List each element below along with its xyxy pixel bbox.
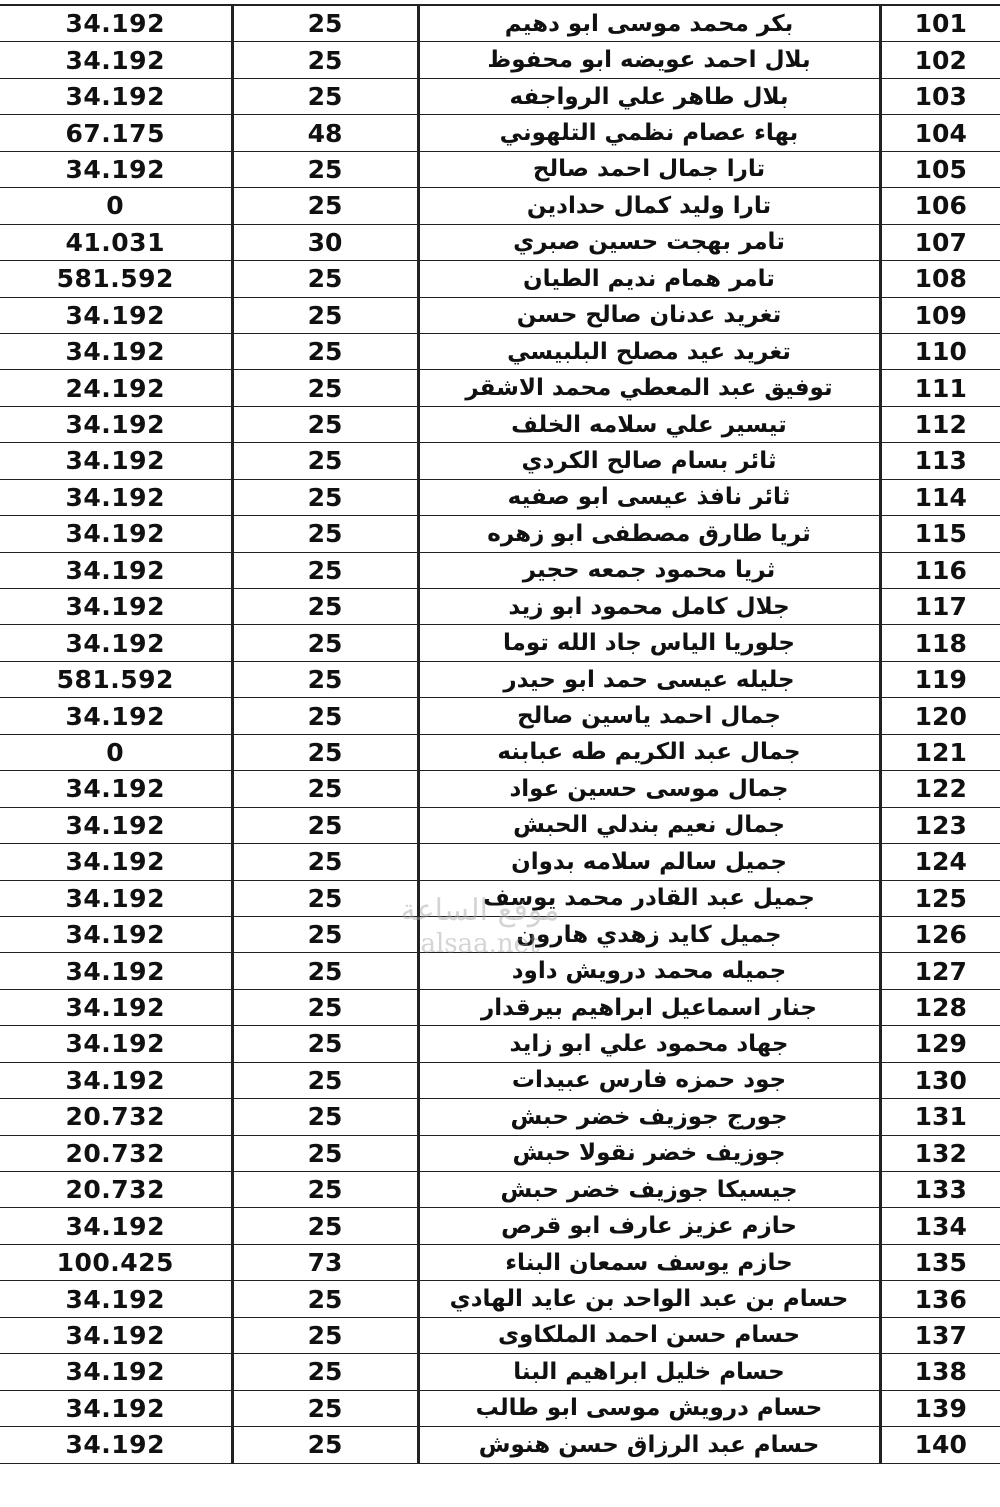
cell-amount: 34.192 [0, 1427, 232, 1463]
cell-name: جميله محمد درويش داود [418, 953, 880, 989]
cell-number: 118 [880, 625, 1000, 661]
cell-amount: 34.192 [0, 807, 232, 843]
cell-name: جميل كايد زهدي هارون [418, 916, 880, 952]
cell-months: 25 [232, 844, 418, 880]
cell-name: بلال احمد عويضه ابو محفوظ [418, 42, 880, 78]
table-row [0, 370, 1000, 406]
cell-number: 122 [880, 771, 1000, 807]
table-row [0, 333, 1000, 369]
table-row [0, 151, 1000, 187]
cell-amount: 20.732 [0, 1099, 232, 1135]
table-row [0, 1208, 1000, 1244]
cell-amount: 34.192 [0, 516, 232, 552]
table-row [0, 1135, 1000, 1171]
cell-name: بلال طاهر علي الرواجفه [418, 78, 880, 114]
cell-name: ثريا محمود جمعه حجير [418, 552, 880, 588]
cell-amount: 0 [0, 188, 232, 224]
cell-name: جمال نعيم بندلي الحبش [418, 807, 880, 843]
cell-months: 25 [232, 771, 418, 807]
cell-number: 109 [880, 297, 1000, 333]
cell-months: 25 [232, 370, 418, 406]
cell-amount: 34.192 [0, 953, 232, 989]
cell-number: 113 [880, 443, 1000, 479]
cell-months: 25 [232, 479, 418, 515]
cell-name: تيسير علي سلامه الخلف [418, 406, 880, 442]
cell-amount: 34.192 [0, 1281, 232, 1317]
cell-amount: 20.732 [0, 1135, 232, 1171]
cell-name: حسام خليل ابراهيم البنا [418, 1354, 880, 1390]
table-row [0, 297, 1000, 333]
watermark-arabic: موقع الساعة [400, 893, 560, 928]
cell-months: 25 [232, 953, 418, 989]
cell-months: 25 [232, 1135, 418, 1171]
cell-name: حسام درويش موسى ابو طالب [418, 1390, 880, 1426]
cell-months: 25 [232, 807, 418, 843]
cell-number: 126 [880, 916, 1000, 952]
cell-number: 111 [880, 370, 1000, 406]
cell-name: تغريد عدنان صالح حسن [418, 297, 880, 333]
cell-number: 117 [880, 589, 1000, 625]
cell-number: 110 [880, 333, 1000, 369]
cell-amount: 34.192 [0, 78, 232, 114]
cell-name: بكر محمد موسى ابو دهيم [418, 6, 880, 42]
cell-number: 127 [880, 953, 1000, 989]
table-row [0, 224, 1000, 260]
table-row [0, 479, 1000, 515]
cell-months: 30 [232, 224, 418, 260]
cell-name: جمال احمد ياسين صالح [418, 698, 880, 734]
cell-months: 25 [232, 1427, 418, 1463]
cell-name: جليله عيسى حمد ابو حيدر [418, 661, 880, 697]
cell-amount: 34.192 [0, 42, 232, 78]
cell-amount: 34.192 [0, 552, 232, 588]
cell-months: 73 [232, 1244, 418, 1280]
cell-name: تارا جمال احمد صالح [418, 151, 880, 187]
cell-number: 139 [880, 1390, 1000, 1426]
cell-number: 107 [880, 224, 1000, 260]
cell-number: 138 [880, 1354, 1000, 1390]
cell-amount: 34.192 [0, 406, 232, 442]
cell-months: 25 [232, 1281, 418, 1317]
cell-number: 131 [880, 1099, 1000, 1135]
cell-number: 101 [880, 6, 1000, 42]
cell-number: 136 [880, 1281, 1000, 1317]
cell-amount: 20.732 [0, 1172, 232, 1208]
cell-number: 129 [880, 1026, 1000, 1062]
cell-amount: 24.192 [0, 370, 232, 406]
cell-number: 134 [880, 1208, 1000, 1244]
cell-name: تغريد عيد مصلح البلبيسي [418, 333, 880, 369]
cell-number: 106 [880, 188, 1000, 224]
cell-amount: 34.192 [0, 625, 232, 661]
cell-months: 25 [232, 406, 418, 442]
cell-amount: 34.192 [0, 844, 232, 880]
cell-name: جود حمزه فارس عبيدات [418, 1062, 880, 1098]
cell-amount: 34.192 [0, 989, 232, 1025]
cell-months: 25 [232, 1172, 418, 1208]
cell-amount: 34.192 [0, 1317, 232, 1353]
cell-number: 123 [880, 807, 1000, 843]
cell-number: 121 [880, 734, 1000, 770]
table-row [0, 552, 1000, 588]
cell-months: 25 [232, 516, 418, 552]
cell-amount: 0 [0, 734, 232, 770]
table-row [0, 844, 1000, 880]
cell-name: جلوريا الياس جاد الله توما [418, 625, 880, 661]
cell-months: 25 [232, 916, 418, 952]
cell-number: 133 [880, 1172, 1000, 1208]
cell-name: جمال عبد الكريم طه عبابنه [418, 734, 880, 770]
cell-name: تامر بهجت حسين صبري [418, 224, 880, 260]
cell-months: 25 [232, 1026, 418, 1062]
table-body [0, 6, 1000, 1464]
cell-months: 25 [232, 625, 418, 661]
cell-name: حسام بن عبد الواحد بن عايد الهادي [418, 1281, 880, 1317]
cell-number: 105 [880, 151, 1000, 187]
cell-number: 135 [880, 1244, 1000, 1280]
table-row [0, 261, 1000, 297]
cell-amount: 581.592 [0, 261, 232, 297]
table-row [0, 78, 1000, 114]
cell-name: ثائر نافذ عيسى ابو صفيه [418, 479, 880, 515]
cell-amount: 67.175 [0, 115, 232, 151]
table-row [0, 1281, 1000, 1317]
table-row [0, 734, 1000, 770]
cell-number: 140 [880, 1427, 1000, 1463]
cell-number: 114 [880, 479, 1000, 515]
table-row [0, 880, 1000, 916]
cell-number: 128 [880, 989, 1000, 1025]
cell-number: 102 [880, 42, 1000, 78]
cell-months: 25 [232, 261, 418, 297]
cell-number: 108 [880, 261, 1000, 297]
cell-months: 25 [232, 443, 418, 479]
table-row [0, 1026, 1000, 1062]
cell-amount: 34.192 [0, 1208, 232, 1244]
table-row [0, 115, 1000, 151]
table-row [0, 807, 1000, 843]
table-row [0, 1099, 1000, 1135]
cell-months: 25 [232, 1317, 418, 1353]
cell-months: 25 [232, 333, 418, 369]
cell-amount: 34.192 [0, 916, 232, 952]
cell-name: بهاء عصام نظمي التلهوني [418, 115, 880, 151]
cell-months: 25 [232, 1062, 418, 1098]
table-row [0, 771, 1000, 807]
cell-months: 25 [232, 880, 418, 916]
cell-amount: 581.592 [0, 661, 232, 697]
table-row [0, 406, 1000, 442]
cell-amount: 34.192 [0, 880, 232, 916]
cell-months: 25 [232, 1354, 418, 1390]
table-row [0, 516, 1000, 552]
table-row [0, 42, 1000, 78]
cell-months: 25 [232, 188, 418, 224]
cell-number: 130 [880, 1062, 1000, 1098]
cell-name: حازم عزيز عارف ابو قرص [418, 1208, 880, 1244]
cell-name: ثريا طارق مصطفى ابو زهره [418, 516, 880, 552]
table-row [0, 188, 1000, 224]
cell-name: جميل سالم سلامه بدوان [418, 844, 880, 880]
cell-name: جنار اسماعيل ابراهيم بيرقدار [418, 989, 880, 1025]
cell-months: 25 [232, 6, 418, 42]
table-row [0, 1354, 1000, 1390]
cell-amount: 34.192 [0, 1026, 232, 1062]
cell-months: 25 [232, 1208, 418, 1244]
cell-number: 119 [880, 661, 1000, 697]
cell-name: تامر همام نديم الطيان [418, 261, 880, 297]
cell-amount: 100.425 [0, 1244, 232, 1280]
cell-months: 25 [232, 1099, 418, 1135]
cell-amount: 34.192 [0, 698, 232, 734]
cell-amount: 34.192 [0, 1062, 232, 1098]
cell-months: 25 [232, 734, 418, 770]
cell-number: 115 [880, 516, 1000, 552]
cell-number: 116 [880, 552, 1000, 588]
cell-amount: 34.192 [0, 771, 232, 807]
cell-months: 25 [232, 42, 418, 78]
cell-name: حسام حسن احمد الملكاوى [418, 1317, 880, 1353]
cell-months: 25 [232, 661, 418, 697]
cell-number: 103 [880, 78, 1000, 114]
cell-name: جمال موسى حسين عواد [418, 771, 880, 807]
cell-months: 25 [232, 698, 418, 734]
cell-amount: 34.192 [0, 443, 232, 479]
table-row [0, 6, 1000, 42]
cell-amount: 34.192 [0, 6, 232, 42]
cell-amount: 34.192 [0, 479, 232, 515]
cell-amount: 34.192 [0, 589, 232, 625]
cell-name: تارا وليد كمال حدادين [418, 188, 880, 224]
cell-name: جهاد محمود علي ابو زايد [418, 1026, 880, 1062]
table-row [0, 1390, 1000, 1426]
table-row [0, 1172, 1000, 1208]
watermark-latin: alsaa.net [420, 929, 540, 959]
cell-name: جورج جوزيف خضر حبش [418, 1099, 880, 1135]
cell-number: 125 [880, 880, 1000, 916]
cell-name: جميل عبد القادر محمد يوسف [418, 880, 880, 916]
cell-months: 25 [232, 1390, 418, 1426]
cell-number: 104 [880, 115, 1000, 151]
table-row [0, 589, 1000, 625]
cell-months: 25 [232, 78, 418, 114]
cell-amount: 34.192 [0, 297, 232, 333]
cell-months: 25 [232, 989, 418, 1025]
table-row [0, 625, 1000, 661]
cell-name: جيسيكا جوزيف خضر حبش [418, 1172, 880, 1208]
table-row [0, 1427, 1000, 1463]
cell-amount: 34.192 [0, 1354, 232, 1390]
table-row [0, 1317, 1000, 1353]
cell-months: 25 [232, 297, 418, 333]
table-row [0, 443, 1000, 479]
cell-name: جلال كامل محمود ابو زيد [418, 589, 880, 625]
cell-name: توفيق عبد المعطي محمد الاشقر [418, 370, 880, 406]
table-row [0, 953, 1000, 989]
names-table [0, 5, 1000, 1464]
table-row [0, 1244, 1000, 1280]
table-row [0, 989, 1000, 1025]
cell-amount: 34.192 [0, 333, 232, 369]
cell-amount: 34.192 [0, 1390, 232, 1426]
cell-number: 132 [880, 1135, 1000, 1171]
cell-amount: 34.192 [0, 151, 232, 187]
table-row [0, 916, 1000, 952]
cell-months: 25 [232, 589, 418, 625]
cell-number: 124 [880, 844, 1000, 880]
cell-name: حسام عبد الرزاق حسن هنوش [418, 1427, 880, 1463]
table-row [0, 698, 1000, 734]
cell-months: 48 [232, 115, 418, 151]
cell-number: 137 [880, 1317, 1000, 1353]
table-row [0, 1062, 1000, 1098]
cell-number: 120 [880, 698, 1000, 734]
cell-number: 112 [880, 406, 1000, 442]
cell-months: 25 [232, 151, 418, 187]
table-row [0, 661, 1000, 697]
cell-months: 25 [232, 552, 418, 588]
cell-amount: 41.031 [0, 224, 232, 260]
cell-name: ثائر بسام صالح الكردي [418, 443, 880, 479]
cell-name: حازم يوسف سمعان البناء [418, 1244, 880, 1280]
cell-name: جوزيف خضر نقولا حبش [418, 1135, 880, 1171]
